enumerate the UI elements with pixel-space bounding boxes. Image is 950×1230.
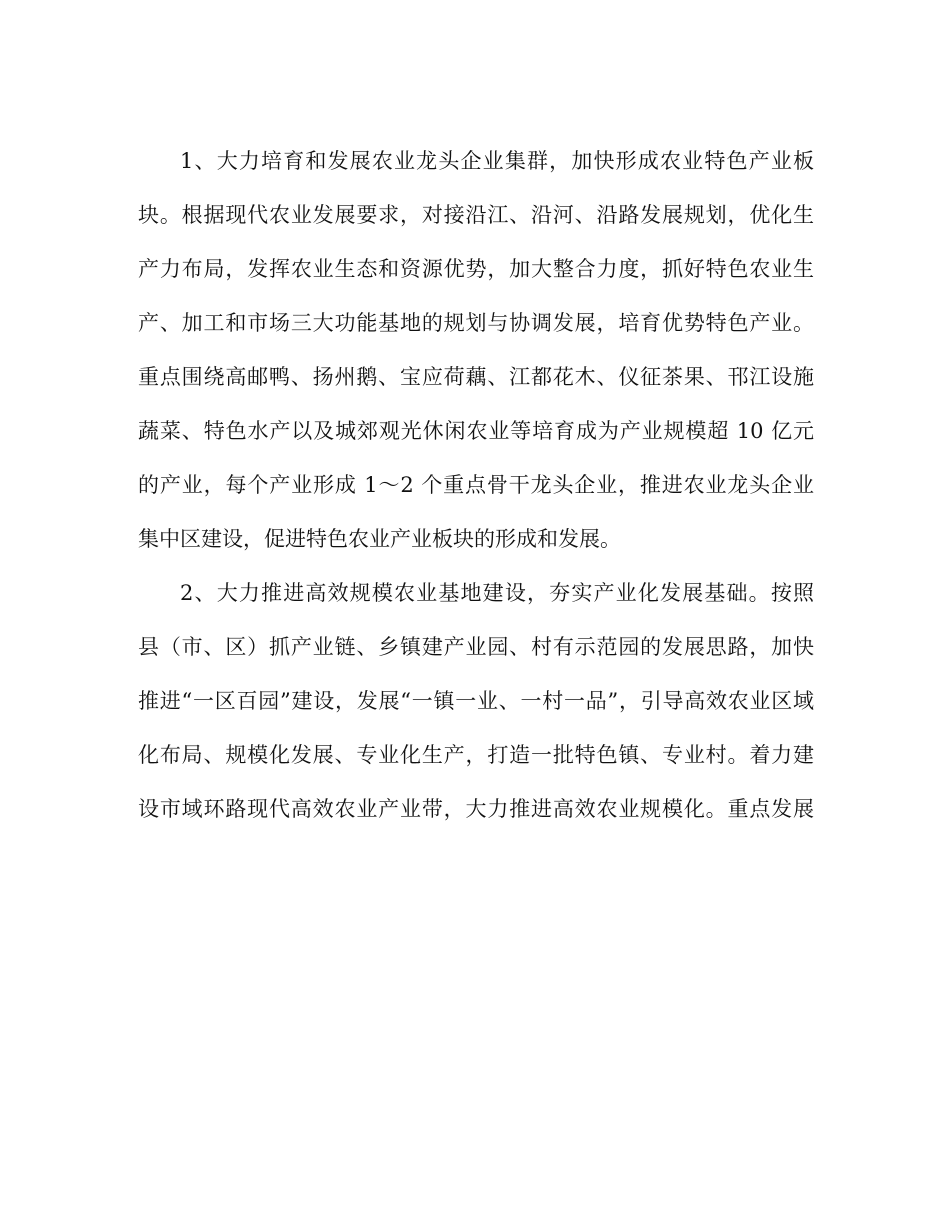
document-body [138,134,814,836]
paragraph-1-line-4: 产、加工和市场三大功能基地的规划与协调发展，培育优势特色产业。 [138,311,814,335]
paragraph-2-line-5: 设市域环路现代高效农业产业带，大力推进高效农业规模化。重点发展 [138,797,814,821]
paragraph-1-line-7: 的产业，每个产业形成 1～2 个重点骨干龙头企业，推进农业龙头企业 [138,473,814,497]
paragraph-2-line-3: 推进“一区百园”建设，发展“一镇一业、一村一品”，引导高效农业区域 [138,689,814,713]
paragraph-2-line-4: 化布局、规模化发展、专业化生产，打造一批特色镇、专业村。着力建 [138,743,814,767]
paragraph-2-line-1: 2、大力推进高效规模农业基地建设，夯实产业化发展基础。按照 [180,581,814,605]
paragraph-1-line-3: 产力布局，发挥农业生态和资源优势，加大整合力度，抓好特色农业生 [138,257,814,281]
paragraph-2-line-2: 县（市、区）抓产业链、乡镇建产业园、村有示范园的发展思路，加快 [138,635,814,659]
paragraph-1-line-8: 集中区建设，促进特色农业产业板块的形成和发展。 [138,527,621,551]
paragraph-1-line-6: 蔬菜、特色水产以及城郊观光休闲农业等培育成为产业规模超 10 亿元 [138,419,814,443]
paragraph-1-line-1: 1、大力培育和发展农业龙头企业集群，加快形成农业特色产业板 [180,149,814,173]
paragraph-1-line-2: 块。根据现代农业发展要求，对接沿江、沿河、沿路发展规划，优化生 [138,203,814,227]
paragraph-2 [138,566,814,836]
paragraph-1 [138,134,814,566]
paragraph-1-line-5: 重点围绕高邮鸭、扬州鹅、宝应荷藕、江都花木、仪征茶果、邗江设施 [138,365,814,389]
